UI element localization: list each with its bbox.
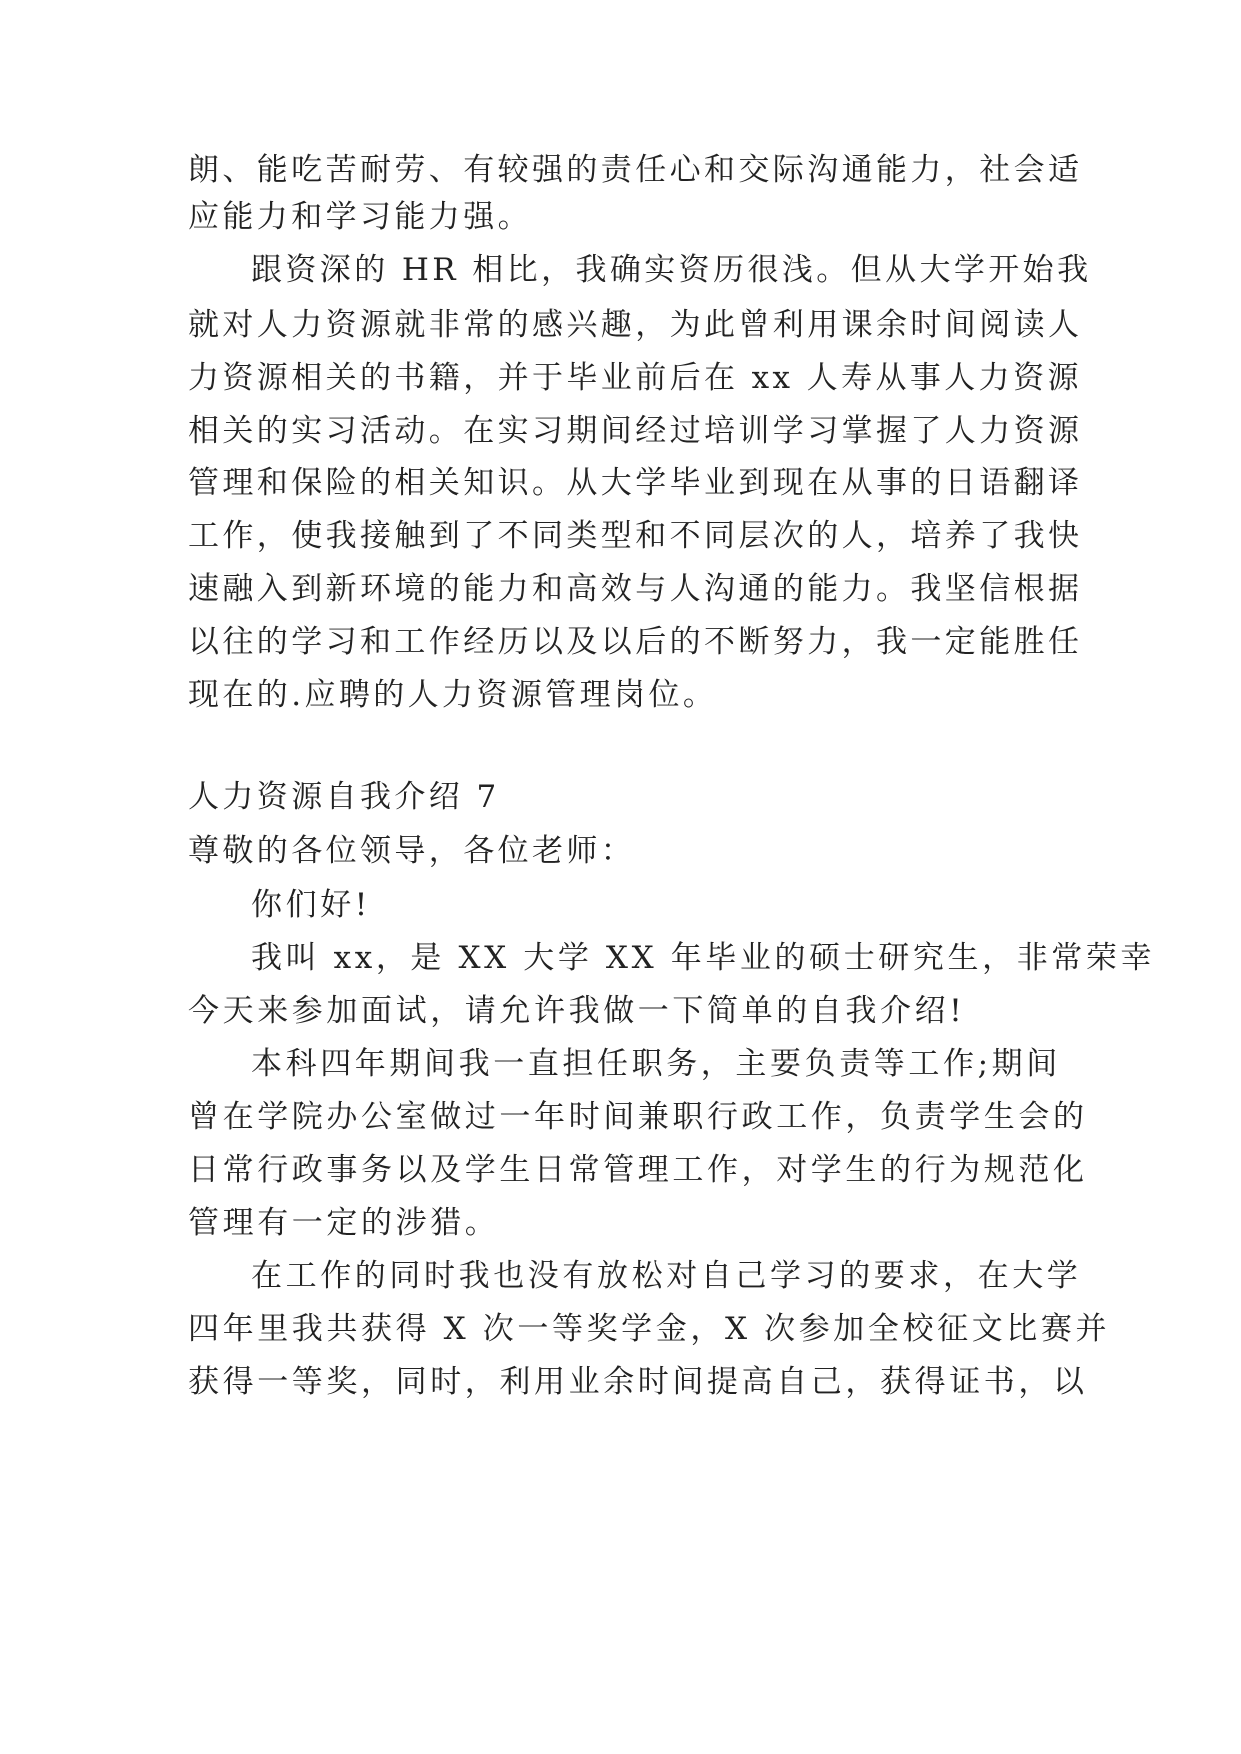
text-line: 朗、能吃苦耐劳、有较强的责任心和交际沟通能力，社会适 — [188, 152, 1083, 188]
text-line: 工作，使我接触到了不同类型和不同层次的人，培养了我快 — [188, 518, 1083, 554]
text-line: 获得一等奖，同时，利用业余时间提高自己，获得证书，以 — [188, 1364, 1088, 1400]
text-line: 四年里我共获得 X 次一等奖学金，X 次参加全校征文比赛并 — [188, 1311, 1111, 1347]
text-line: 就对人力资源就非常的感兴趣，为此曾利用课余时间阅读人 — [188, 307, 1083, 343]
text-line: 现在的.应聘的人力资源管理岗位。 — [188, 677, 718, 713]
section-title: 人力资源自我介绍 7 — [188, 779, 500, 815]
text-line: 速融入到新环境的能力和高效与人沟通的能力。我坚信根据 — [188, 571, 1083, 607]
text-line: 今天来参加面试，请允许我做一下简单的自我介绍! — [188, 993, 966, 1029]
text-line: 日常行政事务以及学生日常管理工作，对学生的行为规范化 — [188, 1152, 1088, 1188]
text-line: 本科四年期间我一直担任职务，主要负责等工作;期间 — [251, 1046, 1061, 1082]
text-line: 你们好! — [251, 887, 371, 923]
text-line: 管理和保险的相关知识。从大学毕业到现在从事的日语翻译 — [188, 465, 1083, 501]
salutation: 尊敬的各位领导，各位老师： — [188, 833, 636, 869]
text-line: 曾在学院办公室做过一年时间兼职行政工作，负责学生会的 — [188, 1099, 1088, 1135]
text-line: 相关的实习活动。在实习期间经过培训学习掌握了人力资源 — [188, 413, 1083, 449]
text-line: 我叫 xx，是 XX 大学 XX 年毕业的硕士研究生，非常荣幸 — [251, 940, 1156, 976]
text-line: 应能力和学习能力强。 — [188, 199, 532, 235]
text-line: 在工作的同时我也没有放松对自己学习的要求，在大学 — [251, 1258, 1082, 1294]
text-line: 跟资深的 HR 相比，我确实资历很浅。但从大学开始我 — [251, 252, 1092, 288]
text-line: 力资源相关的书籍，并于毕业前后在 xx 人寿从事人力资源 — [188, 360, 1082, 396]
text-line: 以往的学习和工作经历以及以后的不断努力，我一定能胜任 — [188, 624, 1083, 660]
text-line: 管理有一定的涉猎。 — [188, 1205, 500, 1241]
